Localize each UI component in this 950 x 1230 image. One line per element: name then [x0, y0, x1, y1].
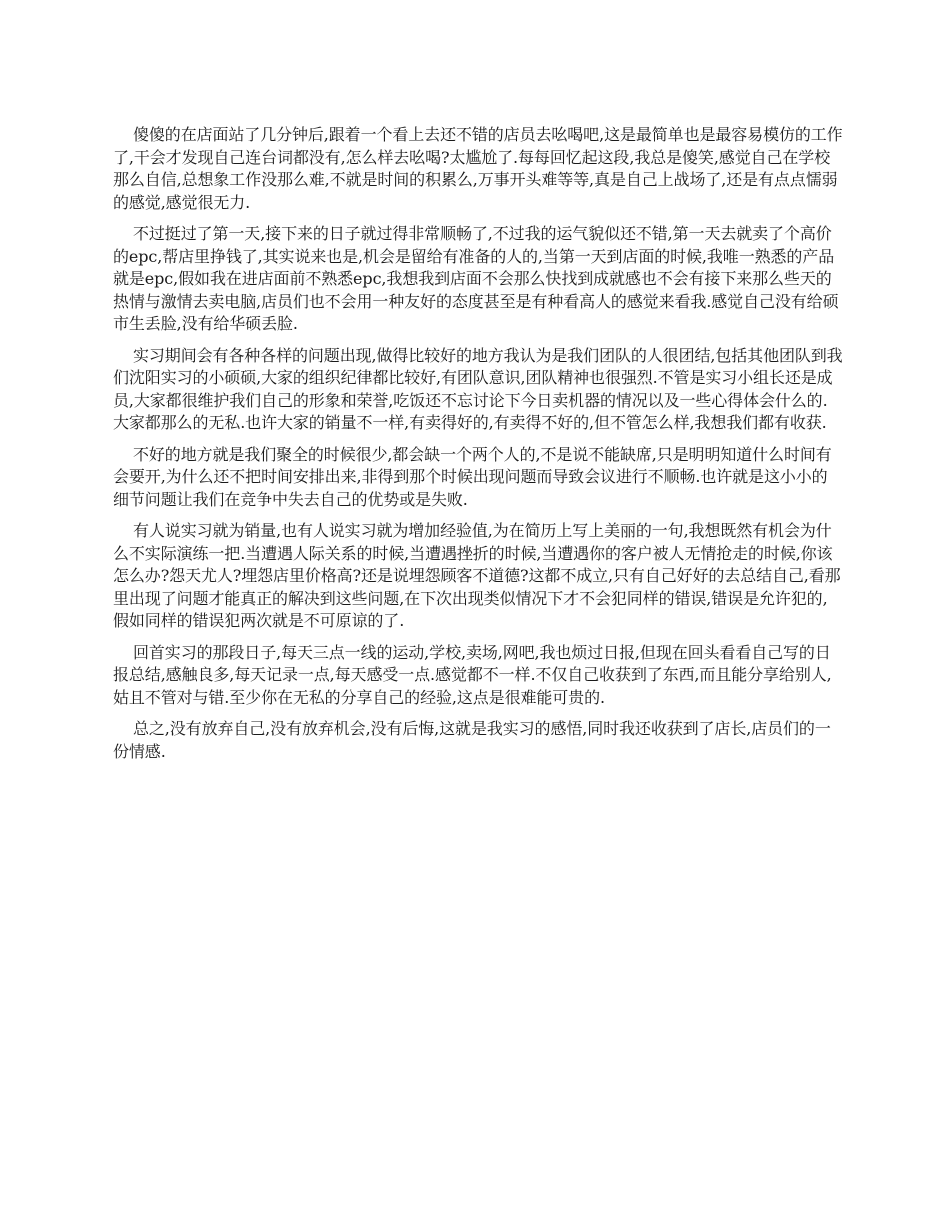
paragraph: 不过挺过了第一天,接下来的日子就过得非常顺畅了,不过我的运气貌似还不错,第一天去就卖了个高价的epc,帮店里挣钱了,其实说来也是,机会是留给有准备的人的,当第一天到店面的时候,我唯一熟悉的产品就是epc,假如我在进店面前不熟悉epc,我想我到店面不会那么快找到成就感也不会有接下来那么些天的热情与激情去卖电脑,店员们也不会用一种友好的态度甚至是有种看高人的感觉来看我.感觉自己没有给硕市生丢脸,没有给华硕丢脸.: [113, 224, 839, 333]
paragraph: 回首实习的那段日子,每天三点一线的运动,学校,卖场,网吧,我也烦过日报,但现在回头看看自己写的日报总结,感触良多,每天记录一点,每天感受一点.感觉都不一样.不仅自己收获到了东西,而且能分享给别人,姑且不管对与错.至少你在无私的分享自己的经验,这点是很难能可贵的.: [113, 642, 832, 707]
paragraph: 实习期间会有各种各样的问题出现,做得比较好的地方我认为是我们团队的人很团结,包括其他团队到我们沈阳实习的小硕硕,大家的组织纪律都比较好,有团队意识,团队精神也很强烈.不管是实习小组长还是成员,大家都很维护我们自己的形象和荣誉,吃饭还不忘讨论下今日卖机器的情况以及一些心得体会什么的.大家都那么的无私.也许大家的销量不一样,有卖得好的,有卖得不好的,但不管怎么样,我想我们都有收获.: [113, 345, 843, 432]
paragraph: 有人说实习就为销量,也有人说实习就为增加经验值,为在简历上写上美丽的一句,我想既然有机会为什么不实际演练一把.当遭遇人际关系的时候,当遭遇挫折的时候,当遭遇你的客户被人无情抢走的时候,你该怎么办?怨天尤人?埋怨店里价格高?还是说埋怨顾客不道德?这都不成立,只有自己好好的去总结自己,看那里出现了问题才能真正的解决到这些问题,在下次出现类似情况下才不会犯同样的错误,错误是允许犯的,假如同样的错误犯两次就是不可原谅的了.: [113, 521, 841, 630]
paragraph: 不好的地方就是我们聚全的时候很少,都会缺一个两个人的,不是说不能缺席,只是明明知道什么时间有会要开,为什么还不把时间安排出来,非得到那个时候出现问题而导致会议进行不顺畅.也许就是这小小的细节问题让我们在竞争中失去自己的优势或是失败.: [113, 444, 832, 509]
paragraph: 傻傻的在店面站了几分钟后,跟着一个看上去还不错的店员去吆喝吧,这是最简单也是最容易模仿的工作了,干会才发现自己连台词都没有,怎么样去吆喝?太尴尬了.每每回忆起这段,我总是傻笑,感觉自己在学校那么自信,总想象工作没那么难,不就是时间的积累么,万事开头难等等,真是自己上战场了,还是有点点懦弱的感觉,感觉很无力.: [113, 125, 843, 212]
paragraph: 总之,没有放弃自己,没有放弃机会,没有后悔,这就是我实习的感悟,同时我还收获到了店长,店员们的一份情感.: [113, 719, 831, 761]
document-body: [113, 124, 843, 772]
